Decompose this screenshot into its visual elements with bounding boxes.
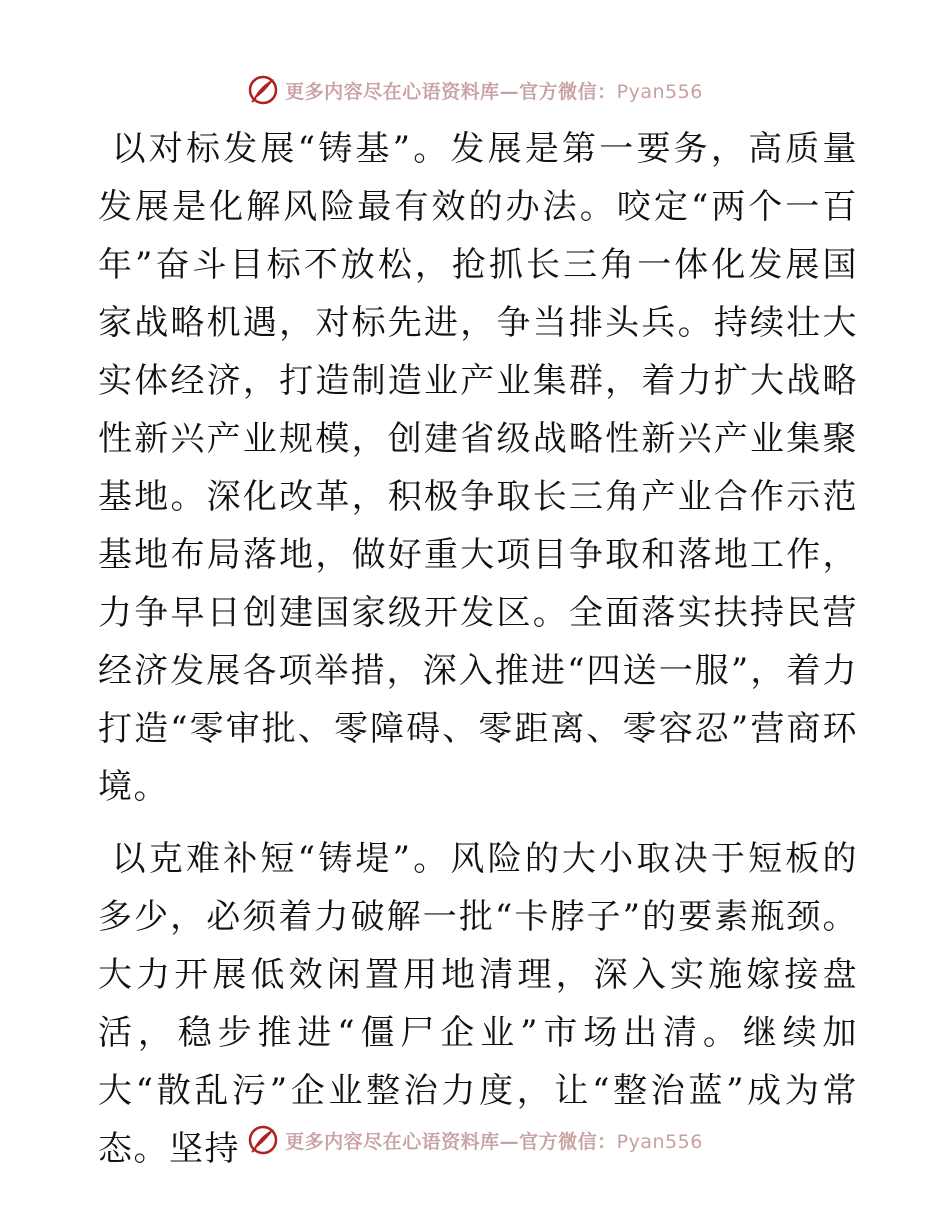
wechat-handle: Pyan556 bbox=[616, 80, 703, 103]
banner-text: 更多内容尽在心语资料库—官方微信：Pyan556 bbox=[285, 1130, 703, 1153]
paragraph-2: 以克难补短“铸堤”。风险的大小取决于短板的多少，必须着力破解一批“卡脖子”的要素瓶颈。大力开展低效闲置用地清理，深入实施嫁接盘活，稳步推进“僵尸企业”市场出清。继续加大“散乱污”企业整治力度，让“整治蓝”成为常态。坚持 bbox=[98, 839, 858, 1169]
header-banner bbox=[0, 70, 950, 110]
banner-text: 更多内容尽在心语资料库—官方微信：Pyan556 bbox=[285, 80, 703, 103]
paragraph-1: 以对标发展“铸基”。发展是第一要务，高质量发展是化解风险最有效的办法。咬定“两个一百年”奋斗目标不放松，抢抓长三角一体化发展国家战略机遇，对标先进，争当排头兵。持续壮大实体经济，打造制造业产业集群，着力扩大战略性新兴产业规模，创建省级战略性新兴产业集聚基地。深化改革，积极争取长三角产业合作示范基地布局落地，做好重大项目争取和落地工作，力争早日创建国家级开发区。全面落实扶持民营经济发展各项举措，深入推进“四送一服”，着力打造“零审批、零障碍、零距离、零容忍”营商环境。 bbox=[98, 129, 858, 807]
feather-pen-seal-icon bbox=[247, 1124, 279, 1156]
wechat-handle: Pyan556 bbox=[616, 1130, 703, 1153]
document-body bbox=[98, 120, 858, 1178]
feather-pen-seal-icon bbox=[247, 74, 279, 106]
footer-banner bbox=[0, 1120, 950, 1160]
